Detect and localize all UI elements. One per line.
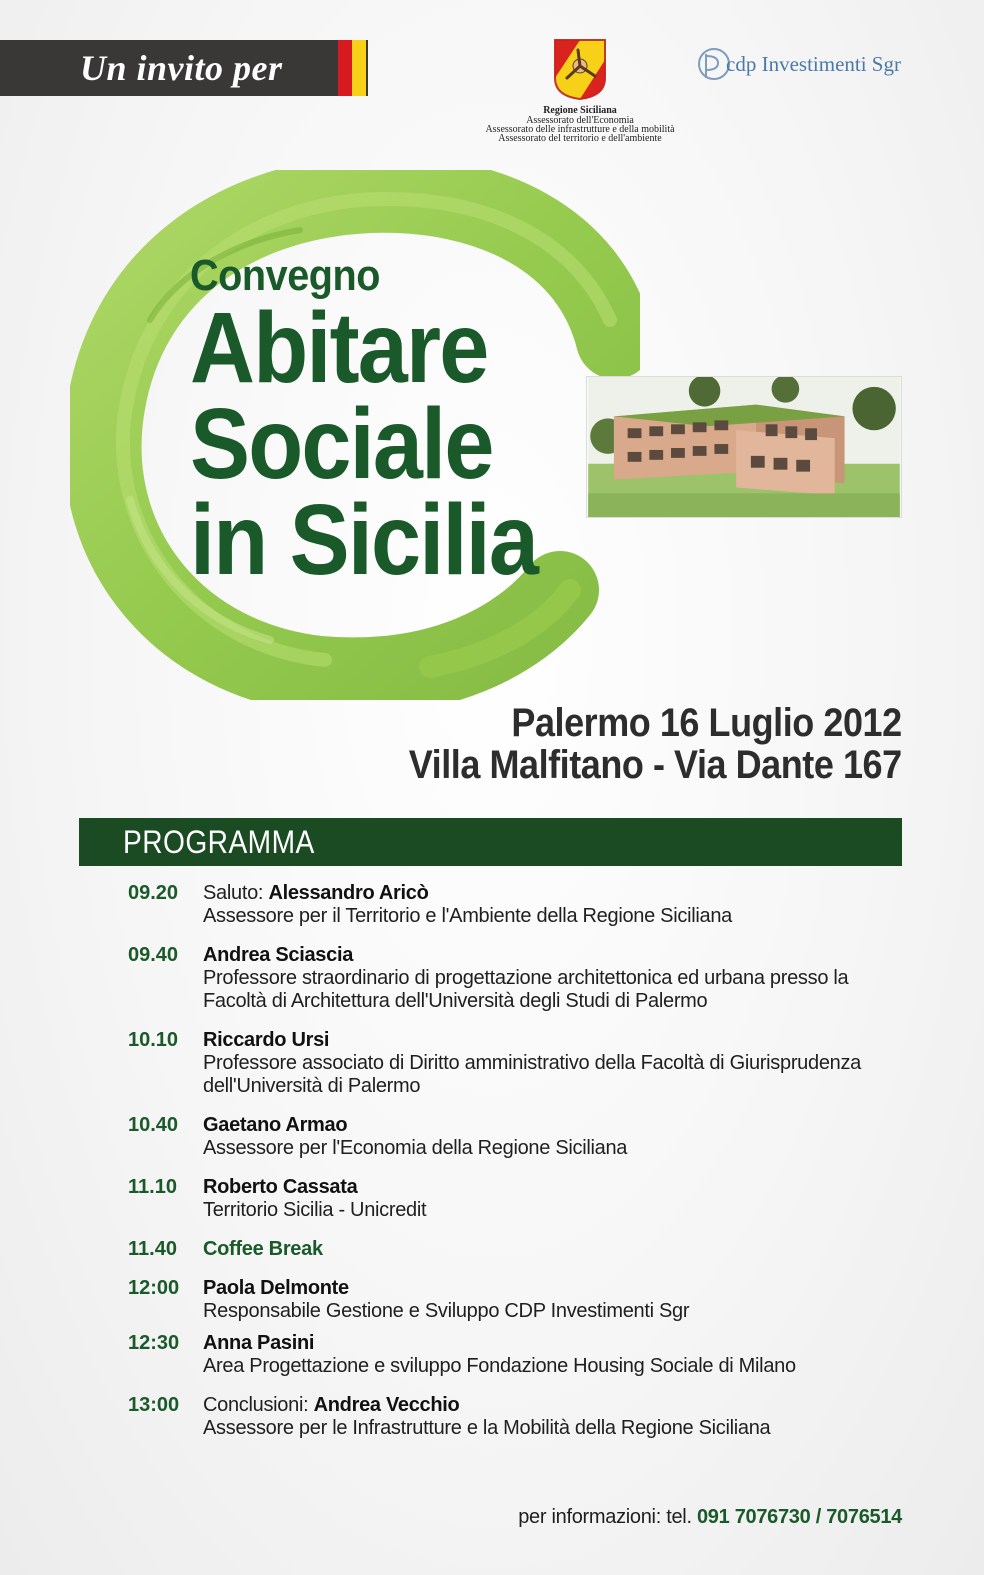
- program-body: [203, 882, 732, 928]
- speaker-name: Anna Pasini: [203, 1332, 315, 1354]
- flag-yellow-stripe: [352, 40, 366, 96]
- title-line: Abitare: [190, 292, 488, 404]
- trinacria-shield-icon: [553, 38, 607, 100]
- region-department: Assessorato delle infrastrutture e della mobilità: [485, 124, 675, 135]
- program-body: [203, 1114, 627, 1160]
- program-item: [128, 882, 898, 928]
- program-time: 12:30: [128, 1332, 180, 1354]
- program-header: [79, 818, 902, 866]
- speaker-role: Area Progettazione e sviluppo Fondazione Housing Sociale di Milano: [203, 1355, 796, 1377]
- program-body: [203, 1332, 796, 1378]
- program-item: [128, 1277, 898, 1323]
- cdp-logo-subtext: Investimenti Sgr: [761, 51, 901, 76]
- cdp-investimenti-logo: [696, 44, 906, 84]
- program-body: [203, 944, 898, 1013]
- program-time: 11.40: [128, 1238, 177, 1260]
- program-time: 12:00: [128, 1277, 180, 1299]
- speaker-name: Riccardo Ursi: [203, 1029, 330, 1051]
- program-prefix: Conclusioni:: [203, 1394, 314, 1416]
- program-item: [128, 944, 898, 1013]
- invite-banner: [0, 40, 368, 96]
- speaker-role: Assessore per le Infrastrutture e la Mobilità della Regione Siciliana: [203, 1417, 771, 1439]
- program-body: [203, 1176, 426, 1222]
- speaker-role: Territorio Sicilia - Unicredit: [203, 1199, 427, 1221]
- event-details: [354, 702, 902, 786]
- event-title: [190, 251, 576, 596]
- title-kicker: Convegno: [190, 251, 380, 300]
- program-list: [128, 882, 898, 1456]
- program-body: [203, 1394, 770, 1440]
- region-name: Regione Siciliana: [543, 105, 617, 116]
- program-time: 09.40: [128, 944, 179, 966]
- speaker-name: Gaetano Armao: [203, 1114, 348, 1136]
- contact-label: per informazioni: tel.: [518, 1506, 697, 1528]
- coffee-break-label: Coffee Break: [203, 1238, 323, 1260]
- program-item: [128, 1332, 898, 1378]
- region-department: Assessorato del territorio e dell'ambiente: [498, 133, 662, 144]
- program-time: 11.10: [128, 1176, 177, 1198]
- program-body: [203, 1238, 323, 1261]
- speaker-name: Roberto Cassata: [203, 1176, 358, 1198]
- title-line: Sociale: [190, 388, 493, 500]
- program-item: [128, 1394, 898, 1440]
- speaker-role: Professore straordinario di progettazione architettonica ed urbana presso la Facoltà di Architettura dell'Università degli Studi di Palermo: [203, 967, 849, 1012]
- speaker-name: Paola Delmonte: [203, 1277, 349, 1299]
- program-item: [128, 1029, 898, 1098]
- speaker-role: Assessore per l'Economia della Regione Siciliana: [203, 1137, 628, 1159]
- program-body: [203, 1029, 898, 1098]
- program-time: 10.10: [128, 1029, 179, 1051]
- contact-info: [518, 1506, 902, 1529]
- speaker-role: Responsabile Gestione e Sviluppo CDP Investimenti Sgr: [203, 1300, 690, 1322]
- program-item: [128, 1176, 898, 1222]
- speaker-role: Professore associato di Diritto amministrativo della Facoltà di Giurisprudenza dell'Università di Palermo: [203, 1052, 861, 1097]
- program-item: [128, 1114, 898, 1160]
- program-item-break: [128, 1238, 898, 1261]
- program-body: [203, 1277, 689, 1323]
- program-time: 10.40: [128, 1114, 179, 1136]
- event-venue: Villa Malfitano - Via Dante 167: [409, 743, 902, 787]
- speaker-name: Andrea Vecchio: [313, 1394, 460, 1416]
- contact-phone: 091 7076730 / 7076514: [696, 1506, 902, 1528]
- program-heading: PROGRAMMA: [123, 823, 315, 860]
- speaker-name: Alessandro Aricò: [268, 882, 429, 904]
- program-time: 13:00: [128, 1394, 180, 1416]
- program-prefix: Saluto:: [203, 882, 269, 904]
- flag-red-stripe: [338, 40, 352, 96]
- event-date: Palermo 16 Luglio 2012: [511, 701, 902, 745]
- program-time: 09.20: [128, 882, 179, 904]
- region-sicily-logo-block: [460, 38, 700, 143]
- cdp-logo-text: [726, 52, 901, 77]
- title-line: in Sicilia: [190, 484, 538, 596]
- cdp-logo-mark-text: cdp: [726, 51, 757, 76]
- invite-text: Un invito per: [80, 48, 283, 88]
- speaker-role: Assessore per il Territorio e l'Ambiente della Regione Siciliana: [203, 905, 732, 927]
- housing-building-image: [586, 376, 902, 518]
- region-department: Assessorato dell'Economia: [526, 115, 634, 126]
- speaker-name: Andrea Sciascia: [203, 944, 354, 966]
